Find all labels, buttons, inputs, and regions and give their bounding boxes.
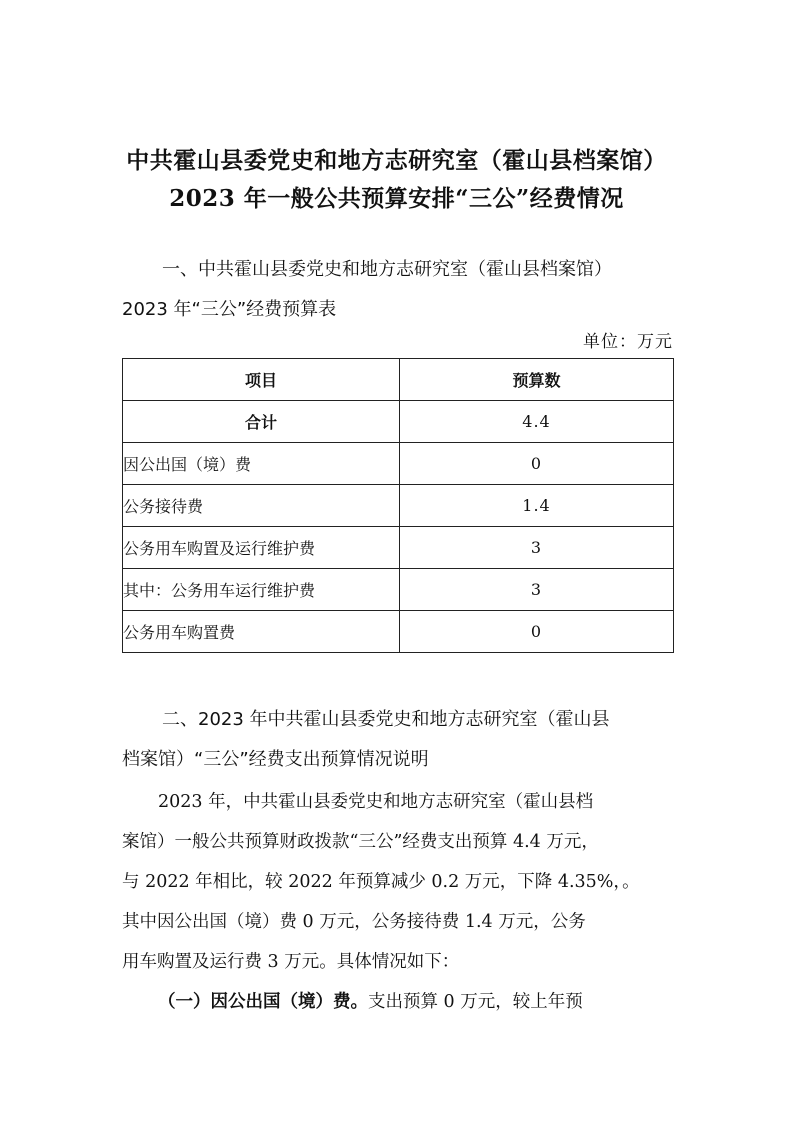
- section2-heading-line1: 二、2023 年中共霍山县委党史和地方志研究室（霍山县: [162, 709, 610, 730]
- paragraph-line: 2023 年，中共霍山县委党史和地方志研究室（霍山县档: [158, 792, 594, 812]
- budget-table: [122, 358, 674, 653]
- row-label: 其中：公务用车运行维护费: [123, 569, 400, 611]
- section1-heading-line2: 2023 年“三公”经费预算表: [122, 299, 337, 320]
- paragraph-line: 其中因公出国（境）费 0 万元，公务接待费 1.4 万元，公务: [122, 912, 586, 932]
- paragraph-line: 与 2022 年相比，较 2022 年预算减少 0.2 万元，下降 4.35%，。: [122, 872, 640, 892]
- document-title-line2: 2023 年一般公共预算安排“三公”经费情况: [169, 185, 624, 212]
- header-item: 项目: [123, 359, 400, 401]
- paragraph-line: 用车购置及运行费 3 万元。具体情况如下：: [122, 952, 460, 972]
- document-title-line1: 中共霍山县委党史和地方志研究室（霍山县档案馆）: [126, 147, 667, 174]
- section2-heading-line2: 档案馆）“三公”经费支出预算情况说明: [122, 749, 429, 770]
- paragraph-line: 案馆）一般公共预算财政拨款“三公”经费支出预算 4.4 万元，: [122, 832, 599, 852]
- table-row: [123, 569, 674, 611]
- subsection-heading: （一）因公出国（境）费。: [158, 992, 368, 1012]
- header-budget: 预算数: [400, 359, 674, 401]
- unit-label: 单位：万元: [583, 332, 673, 352]
- total-label: 合计: [123, 401, 400, 443]
- table-row-total: [123, 401, 674, 443]
- row-label: 公务用车购置费: [123, 611, 400, 653]
- row-value: 0: [400, 611, 674, 653]
- explanation-paragraph: [122, 782, 673, 982]
- table-header-row: [123, 359, 674, 401]
- table-row: [123, 485, 674, 527]
- row-value: 1.4: [400, 485, 674, 527]
- section1-heading: [122, 250, 674, 330]
- row-value: 3: [400, 569, 674, 611]
- table-row: [123, 527, 674, 569]
- table-row: [123, 443, 674, 485]
- section1-heading-line1: 一、中共霍山县委党史和地方志研究室（霍山县档案馆）: [162, 259, 612, 280]
- row-value: 0: [400, 443, 674, 485]
- total-value: 4.4: [400, 401, 674, 443]
- row-label: 因公出国（境）费: [123, 443, 400, 485]
- section2-heading: [122, 700, 674, 780]
- subsection-paragraph: [122, 982, 673, 1022]
- row-value: 3: [400, 527, 674, 569]
- row-label: 公务用车购置及运行维护费: [123, 527, 400, 569]
- row-label: 公务接待费: [123, 485, 400, 527]
- subsection-line: [122, 982, 673, 1022]
- table-row: [123, 611, 674, 653]
- subsection-text: 支出预算 0 万元，较上年预: [368, 992, 583, 1012]
